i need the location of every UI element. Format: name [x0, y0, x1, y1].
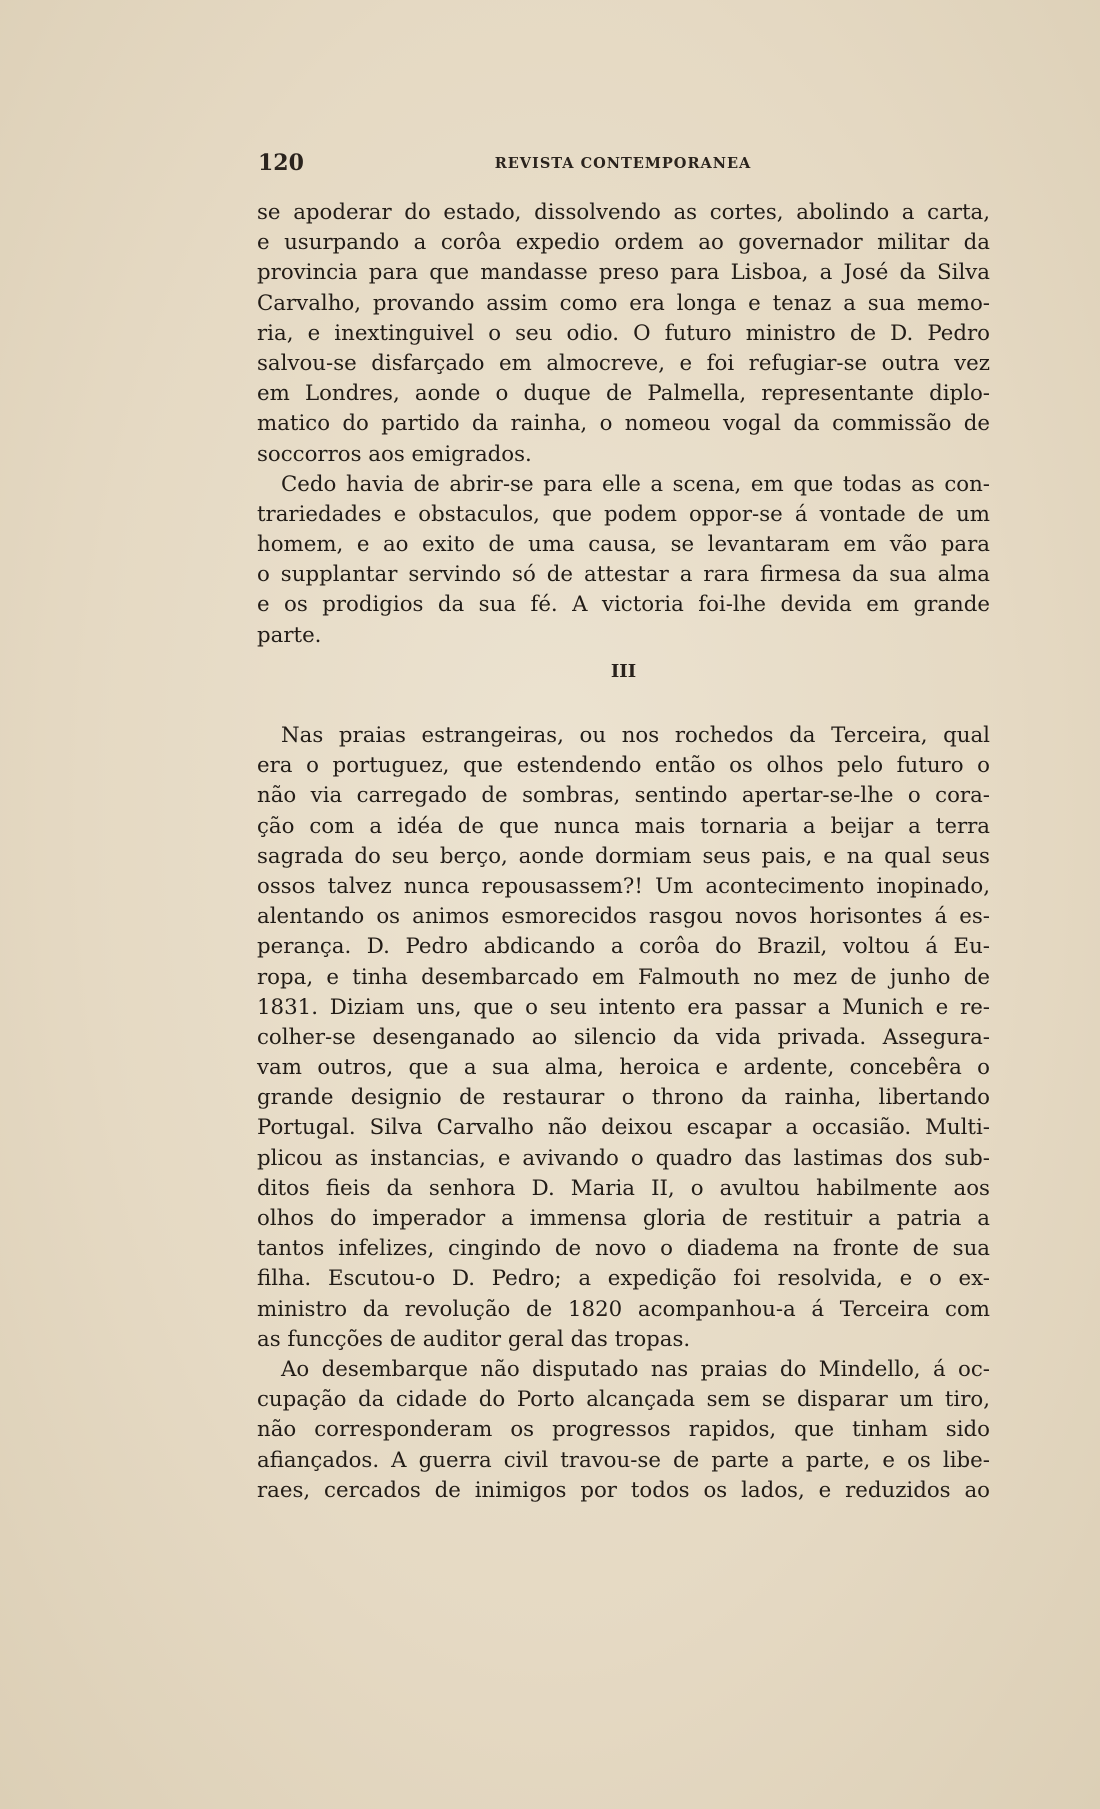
text-line: colher-se desenganado ao silencio da vida privada. Assegura- [257, 1024, 990, 1050]
text-line: e os prodigios da sua fé. A victoria foi-lhe devida em grande [257, 592, 990, 618]
paragraph-3 [257, 721, 990, 1355]
text-line: o supplantar servindo só de attestar a rara firmesa da sua alma [257, 562, 990, 588]
text-line: salvou-se disfarçado em almocreve, e foi refugiar-se outra vez [257, 350, 990, 376]
text-line: Ao desembarque não disputado nas praias do Mindello, á oc- [281, 1356, 990, 1382]
journal-title: REVISTA CONTEMPORANEA [494, 155, 752, 172]
text-line: se apoderar do estado, dissolvendo as cortes, abolindo a carta, [257, 200, 990, 225]
text-line: ria, e inextinguivel o seu odio. O futuro ministro de D. Pedro [257, 320, 990, 346]
text-line: alentando os animos esmorecidos rasgou novos horisontes á es- [257, 904, 990, 930]
text-line: Portugal. Silva Carvalho não deixou escapar a occasião. Multi- [257, 1115, 990, 1141]
text-line: raes, cercados de inimigos por todos os lados, e reduzidos ao [257, 1477, 990, 1503]
paragraph-2 [257, 470, 990, 651]
text-column [257, 198, 990, 1506]
text-line: trariedades e obstaculos, que podem oppor-se á vontade de um [257, 501, 990, 527]
text-line: ropa, e tinha desembarcado em Falmouth no mez de junho de [257, 964, 990, 990]
text-line: vam outros, que a sua alma, heroica e ardente, concebêra o [257, 1055, 990, 1081]
paragraph-4 [257, 1355, 990, 1506]
text-line: tantos infelizes, cingindo de novo o diadema na fronte de sua [257, 1236, 990, 1262]
text-line: não corresponderam os progressos rapidos, que tinham sido [257, 1417, 990, 1443]
text-line: afiançados. A guerra civil travou-se de parte a parte, e os libe- [257, 1447, 990, 1473]
text-line: não via carregado de sombras, sentindo apertar-se-lhe o cora- [257, 783, 990, 809]
text-line: olhos do imperador a immensa gloria de restituir a patria a [257, 1206, 990, 1231]
text-line: perança. D. Pedro abdicando a corôa do Brazil, voltou á Eu- [257, 934, 990, 960]
paragraph-1 [257, 198, 990, 470]
text-line: ditos fieis da senhora D. Maria II, o avultou habilmente aos [257, 1175, 990, 1201]
text-line: ministro da revolução de 1820 acompanhou-a á Terceira com [257, 1296, 990, 1322]
text-line: 1831. Diziam uns, que o seu intento era passar a Munich e re- [257, 994, 990, 1020]
text-line: sagrada do seu berço, aonde dormiam seus pais, e na qual seus [257, 843, 990, 869]
text-line: era o portuguez, que estendendo então os olhos pelo futuro o [257, 753, 990, 779]
text-line: parte. [257, 622, 322, 648]
section-heading: III [610, 660, 637, 682]
running-head [258, 150, 988, 180]
text-line: ção com a idéa de que nunca mais tornaria a beijar a terra [257, 813, 990, 839]
text-line: matico do partido da rainha, o nomeou vogal da commissão de [257, 411, 990, 437]
text-line: Nas praias estrangeiras, ou nos rochedos da Terceira, qual [281, 723, 990, 748]
text-line: Cedo havia de abrir-se para elle a scena, em que todas as con- [281, 471, 990, 497]
text-line: as funcções de auditor geral das tropas. [257, 1326, 691, 1352]
text-line: provincia para que mandasse preso para Lisboa, a José da Silva [257, 260, 990, 286]
text-line: cupação da cidade do Porto alcançada sem se disparar um tiro, [257, 1387, 990, 1413]
text-line: e usurpando a corôa expedio ordem ao governador militar da [257, 230, 990, 256]
text-line: plicou as instancias, e avivando o quadro das lastimas dos sub- [257, 1145, 990, 1171]
text-line: em Londres, aonde o duque de Palmella, representante diplo- [257, 381, 990, 407]
page-number: 120 [258, 150, 304, 176]
text-line: homem, e ao exito de uma causa, se levantaram em vão para [257, 532, 990, 558]
text-line: filha. Escutou-o D. Pedro; a expedição foi resolvida, e o ex- [257, 1266, 990, 1292]
text-line: soccorros aos emigrados. [257, 441, 532, 467]
text-line: ossos talvez nunca repousassem?! Um acontecimento inopinado, [257, 873, 990, 899]
text-line: Carvalho, provando assim como era longa e tenaz a sua memo- [257, 290, 990, 316]
text-line: grande designio de restaurar o throno da rainha, libertando [257, 1085, 990, 1111]
